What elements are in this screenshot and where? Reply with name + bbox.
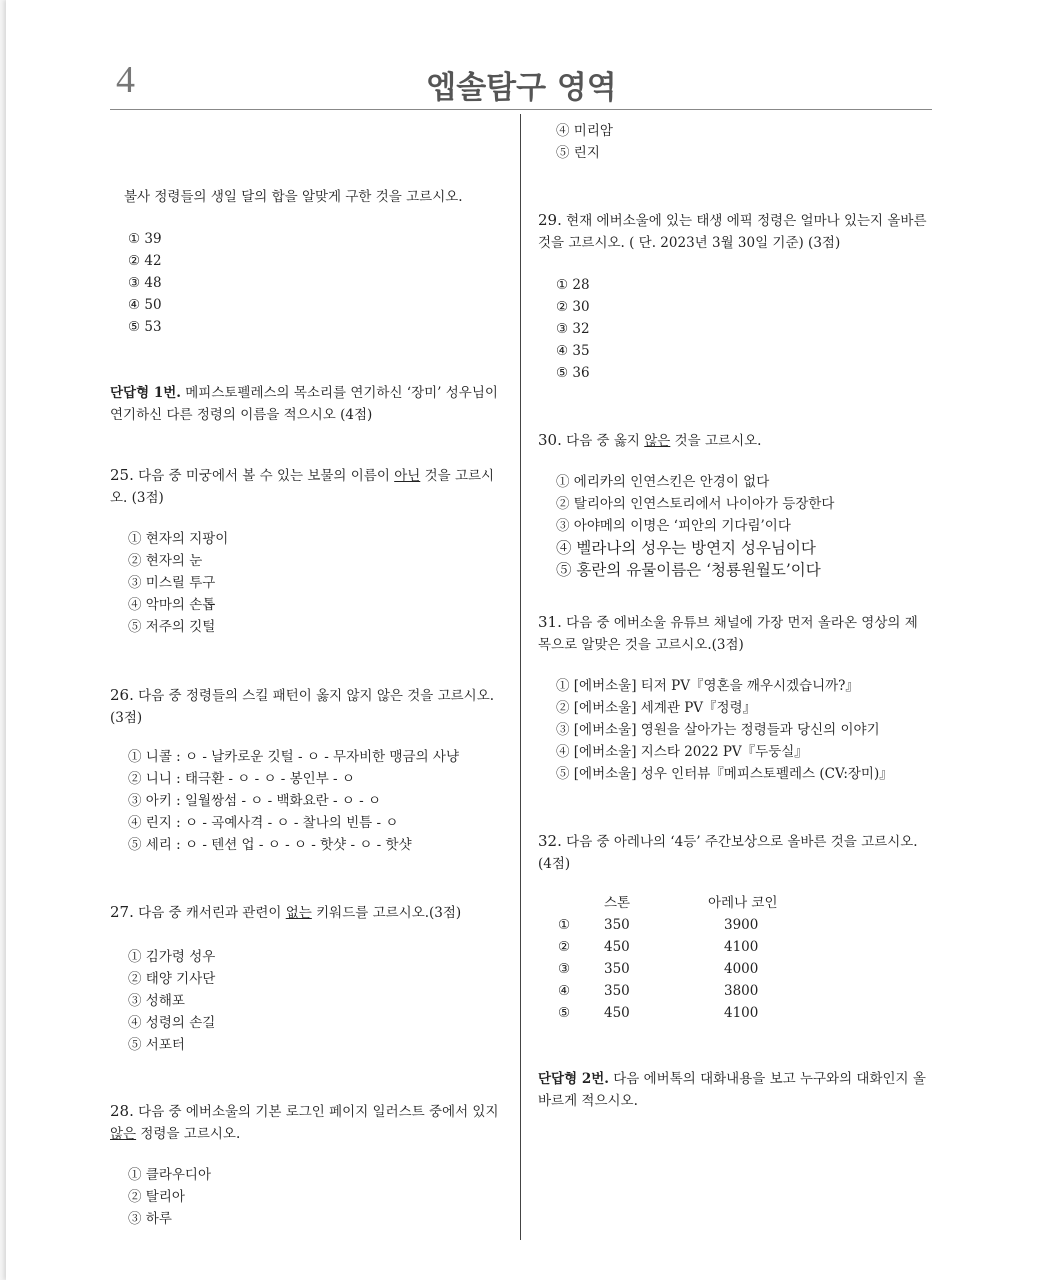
option[interactable]: ⑤ [에버소울] 성우 인터뷰『메피스토펠레스 (CV:장미)』: [556, 766, 893, 782]
question-number: 32.: [538, 832, 562, 850]
option[interactable]: ④ 악마의 손톱: [128, 597, 216, 613]
stone-value: 350: [604, 917, 630, 933]
reward-row[interactable]: [558, 958, 858, 980]
reward-row[interactable]: [558, 936, 858, 958]
reward-table-header: [558, 892, 858, 914]
question-30: [538, 429, 930, 452]
question-text: 다음 중 아레나의 ‘4등’ 주간보상으로 올바른 것을 고르시오.(4점): [538, 834, 918, 872]
option[interactable]: ③ 48: [128, 275, 162, 291]
option[interactable]: ① 김가령 성우: [128, 949, 216, 965]
question-32: [538, 830, 930, 875]
stone-value: 450: [604, 939, 630, 955]
emphasis-underline: 없는: [285, 905, 312, 921]
question-25: [110, 464, 502, 509]
option[interactable]: ④ 린지 : ㅇ - 곡예사격 - ㅇ - 찰나의 빈틈 - ㅇ: [128, 815, 399, 831]
question-31: [538, 611, 930, 656]
option[interactable]: ④ 50: [128, 297, 162, 313]
option[interactable]: ⑤ 53: [128, 319, 162, 335]
short-answer-label: 단답형 2번.: [538, 1071, 609, 1087]
question-number: 29.: [538, 211, 562, 229]
option[interactable]: ③ 32: [556, 321, 590, 337]
reward-row[interactable]: [558, 1002, 858, 1024]
short-answer-1: [110, 382, 502, 426]
option[interactable]: ⑤ 홍란의 유물이름은 ‘청룡원월도’이다: [556, 561, 821, 579]
option[interactable]: ① 28: [556, 277, 590, 293]
option[interactable]: ① [에버소울] 티저 PV『영혼을 깨우시겠습니까?』: [556, 678, 859, 694]
short-answer-label: 단답형 1번.: [110, 385, 181, 401]
option-mark: ②: [558, 939, 571, 955]
option[interactable]: ② 탈리아: [128, 1189, 185, 1205]
coin-value: 4000: [724, 961, 759, 977]
option[interactable]: ② [에버소울] 세계관 PV『정령』: [556, 700, 757, 716]
options-25: [128, 528, 228, 638]
option[interactable]: ① 니콜 : ㅇ - 날카로운 깃털 - ㅇ - 무자비한 맹금의 사냥: [128, 749, 460, 765]
question-24-continued: [124, 186, 516, 208]
column-header-stone: 스톤: [604, 895, 631, 911]
section-title: 엡솔탐구 영역: [426, 70, 617, 106]
option[interactable]: ② 탈리아의 인연스토리에서 나이아가 등장한다: [556, 496, 835, 512]
option[interactable]: ③ 미스릴 투구: [128, 575, 216, 591]
question-text: 정령을 고르시오.: [136, 1126, 241, 1142]
option[interactable]: ④ 35: [556, 343, 590, 359]
stone-value: 350: [604, 961, 630, 977]
question-text: 다음 중 미궁에서 볼 수 있는 보물의 이름이: [133, 468, 395, 484]
options-28: [128, 1164, 211, 1230]
option[interactable]: ② 태양 기사단: [128, 971, 216, 987]
option[interactable]: ③ 아키 : 일월쌍섬 - ㅇ - 백화요란 - ㅇ - ㅇ: [128, 793, 382, 809]
question-number: 26.: [110, 686, 134, 704]
option[interactable]: ⑤ 린지: [556, 145, 600, 161]
coin-value: 3800: [724, 983, 759, 999]
reward-row[interactable]: [558, 980, 858, 1002]
short-answer-2: [538, 1068, 930, 1112]
option[interactable]: ① 현자의 지팡이: [128, 531, 229, 547]
question-text: 다음 중 캐서린과 관련이: [133, 905, 286, 921]
question-text: 현재 에버소울에 있는 태생 에픽 정령은 얼마나 있는지 올바른 것을 고르시오. ( 단. 2023년 3월 30일 기준) (3점): [538, 213, 927, 251]
option[interactable]: ⑤ 36: [556, 365, 590, 381]
option-mark: ③: [558, 961, 571, 977]
question-29: [538, 209, 930, 254]
option-mark: ④: [558, 983, 571, 999]
emphasis-underline: 아닌: [394, 468, 421, 484]
column-header-coin: 아레나 코인: [708, 895, 778, 911]
question-number: 31.: [538, 613, 562, 631]
option[interactable]: ④ 미리암: [556, 123, 613, 139]
option[interactable]: ② 니니 : 태극환 - ㅇ - ㅇ - 봉인부 - ㅇ: [128, 771, 355, 787]
option[interactable]: ① 39: [128, 231, 162, 247]
option[interactable]: ④ 성령의 손길: [128, 1015, 216, 1031]
question-text: 메피스토펠레스의 목소리를 연기하신 ‘장미’ 성우님이 연기하신 다른 정령의 이름을 적으시오 (4점): [110, 385, 498, 423]
options-26: [128, 746, 459, 856]
question-26: [110, 684, 502, 729]
reward-row[interactable]: [558, 914, 858, 936]
option[interactable]: ⑤ 서포터: [128, 1037, 185, 1053]
question-text: 다음 중 에버소울 유튜브 채널에 가장 먼저 올라온 영상의 제목으로 알맞은 것을 고르시오.(3점): [538, 615, 918, 653]
option[interactable]: ② 30: [556, 299, 590, 315]
header-divider: [110, 109, 932, 110]
options-31: [556, 675, 893, 785]
question-number: 28.: [110, 1102, 134, 1120]
page-number: 4: [116, 59, 135, 101]
option[interactable]: ⑤ 저주의 깃털: [128, 619, 216, 635]
coin-value: 4100: [724, 939, 759, 955]
option-mark: ①: [558, 917, 571, 933]
question-text: 다음 중 에버소울의 기본 로그인 페이지 일러스트 중에서 있지: [133, 1104, 499, 1120]
question-number: 25.: [110, 466, 134, 484]
coin-value: 4100: [724, 1005, 759, 1021]
option[interactable]: ⑤ 세리 : ㅇ - 텐션 업 - ㅇ - ㅇ - 핫샷 - ㅇ - 핫샷: [128, 837, 412, 853]
question-text: 불사 정령들의 생일 달의 합을 알맞게 구한 것을 고르시오.: [124, 189, 463, 205]
option[interactable]: ④ [에버소울] 지스타 2022 PV『두둥실』: [556, 744, 808, 760]
question-27: [110, 901, 502, 924]
column-divider: [520, 114, 521, 1240]
question-text: 다음 중 옳지: [561, 433, 645, 449]
question-text: 키워드를 고르시오.(3점): [311, 905, 462, 921]
question-28: [110, 1100, 502, 1145]
exam-page: [6, 0, 1037, 1280]
option[interactable]: ③ 하루: [128, 1211, 172, 1227]
coin-value: 3900: [724, 917, 759, 933]
option[interactable]: ① 에리카의 인연스킨은 안경이 없다: [556, 474, 770, 490]
option[interactable]: ③ 성해포: [128, 993, 185, 1009]
question-number: 27.: [110, 903, 134, 921]
options-27: [128, 946, 215, 1056]
question-text: 것을 고르시오.: [670, 433, 762, 449]
option[interactable]: ② 42: [128, 253, 162, 269]
reward-table: [558, 892, 858, 1024]
question-text: 다음 중 정령들의 스킬 패턴이 옳지 않지 않은 것을 고르시오.(3점): [110, 688, 495, 726]
question-text: 것을 고르시오. (3점): [110, 468, 495, 506]
stone-value: 350: [604, 983, 630, 999]
option[interactable]: ④ 벨라나의 성우는 방연지 성우님이다: [556, 539, 816, 557]
emphasis-underline: 않은: [644, 433, 671, 449]
options-28-continued: [556, 120, 613, 164]
options-24: [128, 228, 162, 338]
options-30: [556, 471, 834, 581]
option[interactable]: ① 클라우디아: [128, 1167, 211, 1183]
option[interactable]: ③ 아야메의 이명은 ‘피안의 기다림’이다: [556, 518, 791, 534]
emphasis-underline: 않은: [110, 1126, 137, 1142]
stone-value: 450: [604, 1005, 630, 1021]
option[interactable]: ② 현자의 눈: [128, 553, 203, 569]
question-number: 30.: [538, 431, 562, 449]
option[interactable]: ③ [에버소울] 영원을 살아가는 정령들과 당신의 이야기: [556, 722, 880, 738]
options-29: [556, 274, 590, 384]
question-text: 다음 에버톡의 대화내용을 보고 누구와의 대화인지 올바르게 적으시오.: [538, 1071, 926, 1109]
option-mark: ⑤: [558, 1005, 571, 1021]
